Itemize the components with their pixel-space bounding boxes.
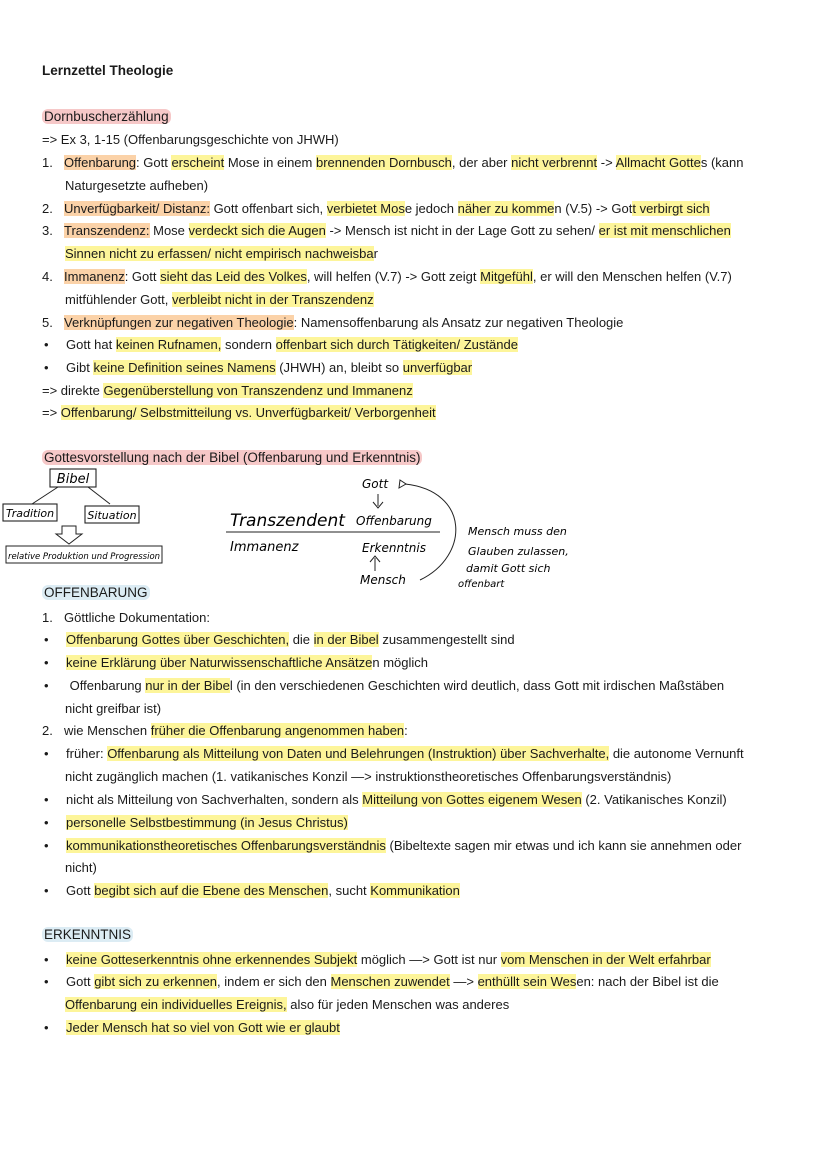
bullet-item: • früher: Offenbarung als Mitteilung von Daten und Belehrungen (Instruktion) über Sachverhalte, die autonome Vernunft: [44, 746, 744, 761]
bullet-item: • keine Gotteserkenntnis ohne erkennendes Subjekt möglich —> Gott ist nur vom Menschen in der Welt erfahrbar: [44, 952, 711, 967]
bullet-item: • keine Erklärung über Naturwissenschaftliche Ansätzen möglich: [44, 655, 429, 670]
bullet-continuation: nicht zugänglich machen (1. vatikanisches Konzil —> instruktionstheoretisches Offenbarungsverständnis): [65, 769, 672, 784]
section-heading-gottesvorstellung: Gottesvorstellung nach der Bibel (Offenbarung und Erkenntnis): [44, 450, 421, 465]
bullet-item: • kommunikationstheoretisches Offenbarungsverständnis (Bibeltexte sagen mir etwas und ich kann sie annehmen oder: [44, 838, 742, 853]
line-to-tradition: [32, 487, 58, 504]
curved-arrow-head-icon: [399, 480, 406, 488]
list-item-continuation: Sinnen nicht zu erfassen/ nicht empirisch nachweisbar: [65, 246, 378, 261]
bullet-item: • Gott begibt sich auf die Ebene des Menschen, sucht Kommunikation: [44, 883, 460, 898]
hollow-arrow-icon: [56, 526, 82, 544]
bullet-item: • Gott hat keinen Rufnamen, sondern offenbart sich durch Tätigkeiten/ Zustände: [44, 337, 518, 352]
bullet-continuation: nicht): [65, 860, 97, 875]
conclusion-line: => Offenbarung/ Selbstmitteilung vs. Unverfügbarkeit/ Verborgenheit: [42, 405, 436, 420]
page-title: Lernzettel Theologie: [42, 63, 174, 78]
list-item: 1. Offenbarung: Gott erscheint Mose in einem brennenden Dornbusch, der aber nicht verbrennt -> Allmacht Gottes (kann: [42, 155, 744, 170]
tradition-label: Tradition: [5, 507, 55, 520]
bullet-item: • Jeder Mensch hat so viel von Gott wie er glaubt: [44, 1020, 340, 1035]
offenbarung-label: Offenbarung: [356, 514, 432, 528]
mensch-label: Mensch: [360, 573, 406, 587]
section-heading-offenbarung: OFFENBARUNG: [44, 585, 148, 600]
bullet-item: • Gott gibt sich zu erkennen, indem er sich den Menschen zuwendet —> enthüllt sein Wesen: nach der Bibel ist die: [44, 974, 719, 989]
list-item: 3. Transzendenz: Mose verdeckt sich die Augen -> Mensch ist nicht in der Lage Gott zu sehen/ er ist mit menschlichen: [42, 223, 731, 238]
bullet-item: • personelle Selbstbestimmung (in Jesus Christus): [44, 815, 348, 830]
scripture-reference: => Ex 3, 1-15 (Offenbarungsgeschichte von JHWH): [42, 132, 339, 147]
bullet-continuation: Offenbarung ein individuelles Ereignis, also für jeden Menschen was anderes: [65, 997, 510, 1012]
list-item-continuation: mitfühlender Gott, verbleibt nicht in der Transzendenz: [65, 292, 374, 307]
conclusion-line: => direkte Gegenüberstellung von Transzendenz und Immanenz: [42, 383, 413, 398]
note-line-2: Glauben zulassen,: [468, 545, 569, 558]
transzendent-label: Transzendent: [230, 511, 345, 531]
immanenz-label: Immanenz: [230, 540, 299, 555]
bullet-item: • Gibt keine Definition seines Namens (JHWH) an, bleibt so unverfügbar: [44, 360, 473, 375]
list-item: 4. Immanenz: Gott sieht das Leid des Volkes, will helfen (V.7) -> Gott zeigt Mitgefühl, er will den Menschen helfen (V.7): [42, 269, 732, 284]
result-label: relative Produktion und Progression: [7, 552, 161, 562]
gott-label: Gott: [362, 477, 389, 491]
line-to-situation: [88, 487, 110, 504]
bullet-item: • Offenbarung nur in der Bibel (in den verschiedenen Geschichten wird deutlich, dass Gott mit irdischen Maßstäben: [44, 678, 725, 693]
bullet-item: • nicht als Mitteilung von Sachverhalten, sondern als Mitteilung von Gottes eigenem Wesen (2. Vatikanisches Konzil): [44, 792, 727, 807]
list-item: 1. Göttliche Dokumentation:: [42, 610, 210, 625]
list-item: 2. Unverfügbarkeit/ Distanz: Gott offenbart sich, verbietet Mose jedoch näher zu kommen (V.5) -> Gott verbirgt sich: [42, 201, 710, 216]
list-item: 2. wie Menschen früher die Offenbarung angenommen haben:: [42, 723, 408, 738]
erkenntnis-label: Erkenntnis: [362, 541, 426, 555]
note-line-3: damit Gott sich: [466, 562, 551, 575]
section-heading-dornbusch: Dornbuscherzählung: [44, 109, 169, 124]
situation-label: Situation: [87, 509, 137, 522]
handdrawn-diagram: [0, 466, 828, 592]
section-heading-erkenntnis: ERKENNTNIS: [44, 927, 132, 942]
note-line-4: offenbart: [458, 579, 505, 590]
list-item: 5. Verknüpfungen zur negativen Theologie: Namensoffenbarung als Ansatz zur negativen Theologie: [42, 315, 624, 330]
bullet-continuation: nicht greifbar ist): [65, 701, 162, 716]
note-line-1: Mensch muss den: [468, 525, 567, 538]
bibel-label: Bibel: [56, 472, 90, 487]
list-item-continuation: Naturgesetzte aufheben): [65, 178, 209, 193]
bullet-item: • Offenbarung Gottes über Geschichten, die in der Bibel zusammengestellt sind: [44, 632, 515, 647]
